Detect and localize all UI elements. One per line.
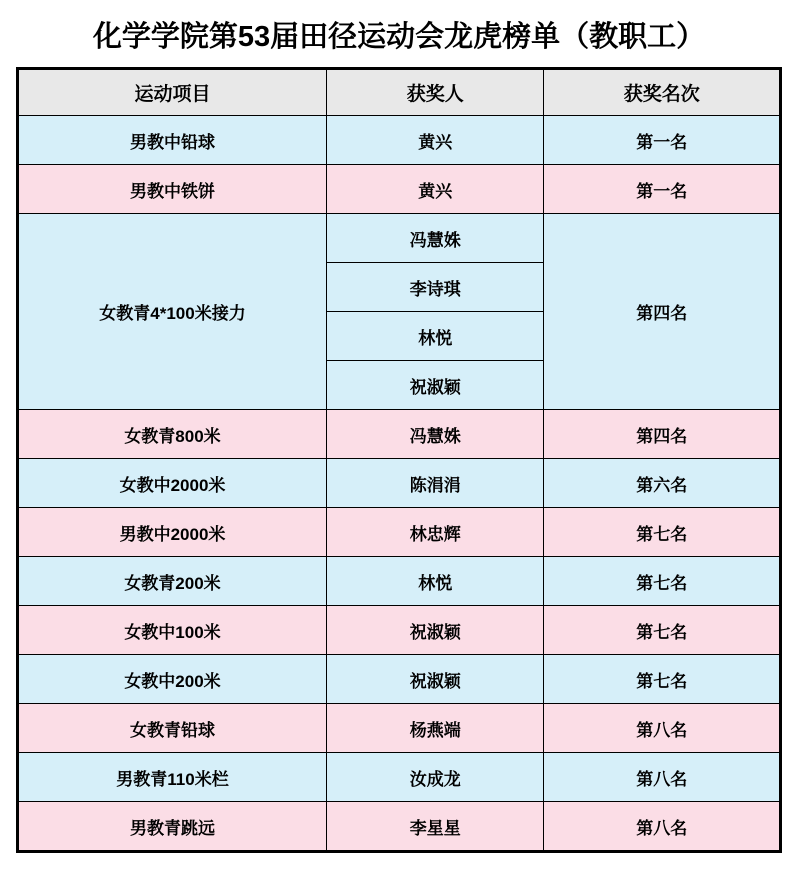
cell-winner: 黄兴 [327,116,544,165]
table-row [18,655,781,704]
cell-winner: 陈涓涓 [327,459,544,508]
column-header-rank: 获奖名次 [544,69,781,116]
cell-rank: 第八名 [544,753,781,802]
cell-winner: 林忠辉 [327,508,544,557]
table-row [18,459,781,508]
cell-event: 女教青200米 [18,557,327,606]
table-row [18,753,781,802]
cell-winner: 林悦 [327,312,544,361]
table-row [18,410,781,459]
cell-winner: 冯慧姝 [327,410,544,459]
cell-event: 男教中铅球 [18,116,327,165]
cell-rank: 第一名 [544,165,781,214]
awards-table [16,67,782,853]
cell-rank: 第七名 [544,655,781,704]
table-row [18,606,781,655]
cell-event: 女教中2000米 [18,459,327,508]
table-body [18,116,781,852]
cell-event: 女教青铅球 [18,704,327,753]
column-header-event: 运动项目 [18,69,327,116]
table-row [18,214,781,263]
table-row [18,557,781,606]
cell-rank: 第八名 [544,704,781,753]
cell-rank: 第四名 [544,214,781,410]
cell-event: 女教青800米 [18,410,327,459]
table-row [18,508,781,557]
cell-winner: 林悦 [327,557,544,606]
cell-winner: 汝成龙 [327,753,544,802]
cell-event: 男教中铁饼 [18,165,327,214]
cell-event: 男教青跳远 [18,802,327,852]
cell-rank: 第四名 [544,410,781,459]
cell-event: 女教青4*100米接力 [18,214,327,410]
table-row [18,165,781,214]
cell-event: 男教青110米栏 [18,753,327,802]
cell-winner: 祝淑颖 [327,606,544,655]
column-header-winner: 获奖人 [327,69,544,116]
page-title: 化学学院第53届田径运动会龙虎榜单（教职工） [92,21,706,53]
table-header [18,69,781,116]
table-row [18,116,781,165]
cell-rank: 第一名 [544,116,781,165]
cell-winner: 黄兴 [327,165,544,214]
cell-event: 女教中200米 [18,655,327,704]
cell-winner: 祝淑颖 [327,655,544,704]
table-row [18,704,781,753]
cell-rank: 第六名 [544,459,781,508]
cell-event: 男教中2000米 [18,508,327,557]
cell-rank: 第八名 [544,802,781,852]
cell-event: 女教中100米 [18,606,327,655]
cell-rank: 第七名 [544,508,781,557]
cell-winner: 祝淑颖 [327,361,544,410]
table-header-row [18,69,781,116]
table-row [18,802,781,852]
cell-winner: 李星星 [327,802,544,852]
cell-winner: 冯慧姝 [327,214,544,263]
cell-winner: 李诗琪 [327,263,544,312]
cell-rank: 第七名 [544,557,781,606]
cell-rank: 第七名 [544,606,781,655]
cell-winner: 杨燕端 [327,704,544,753]
